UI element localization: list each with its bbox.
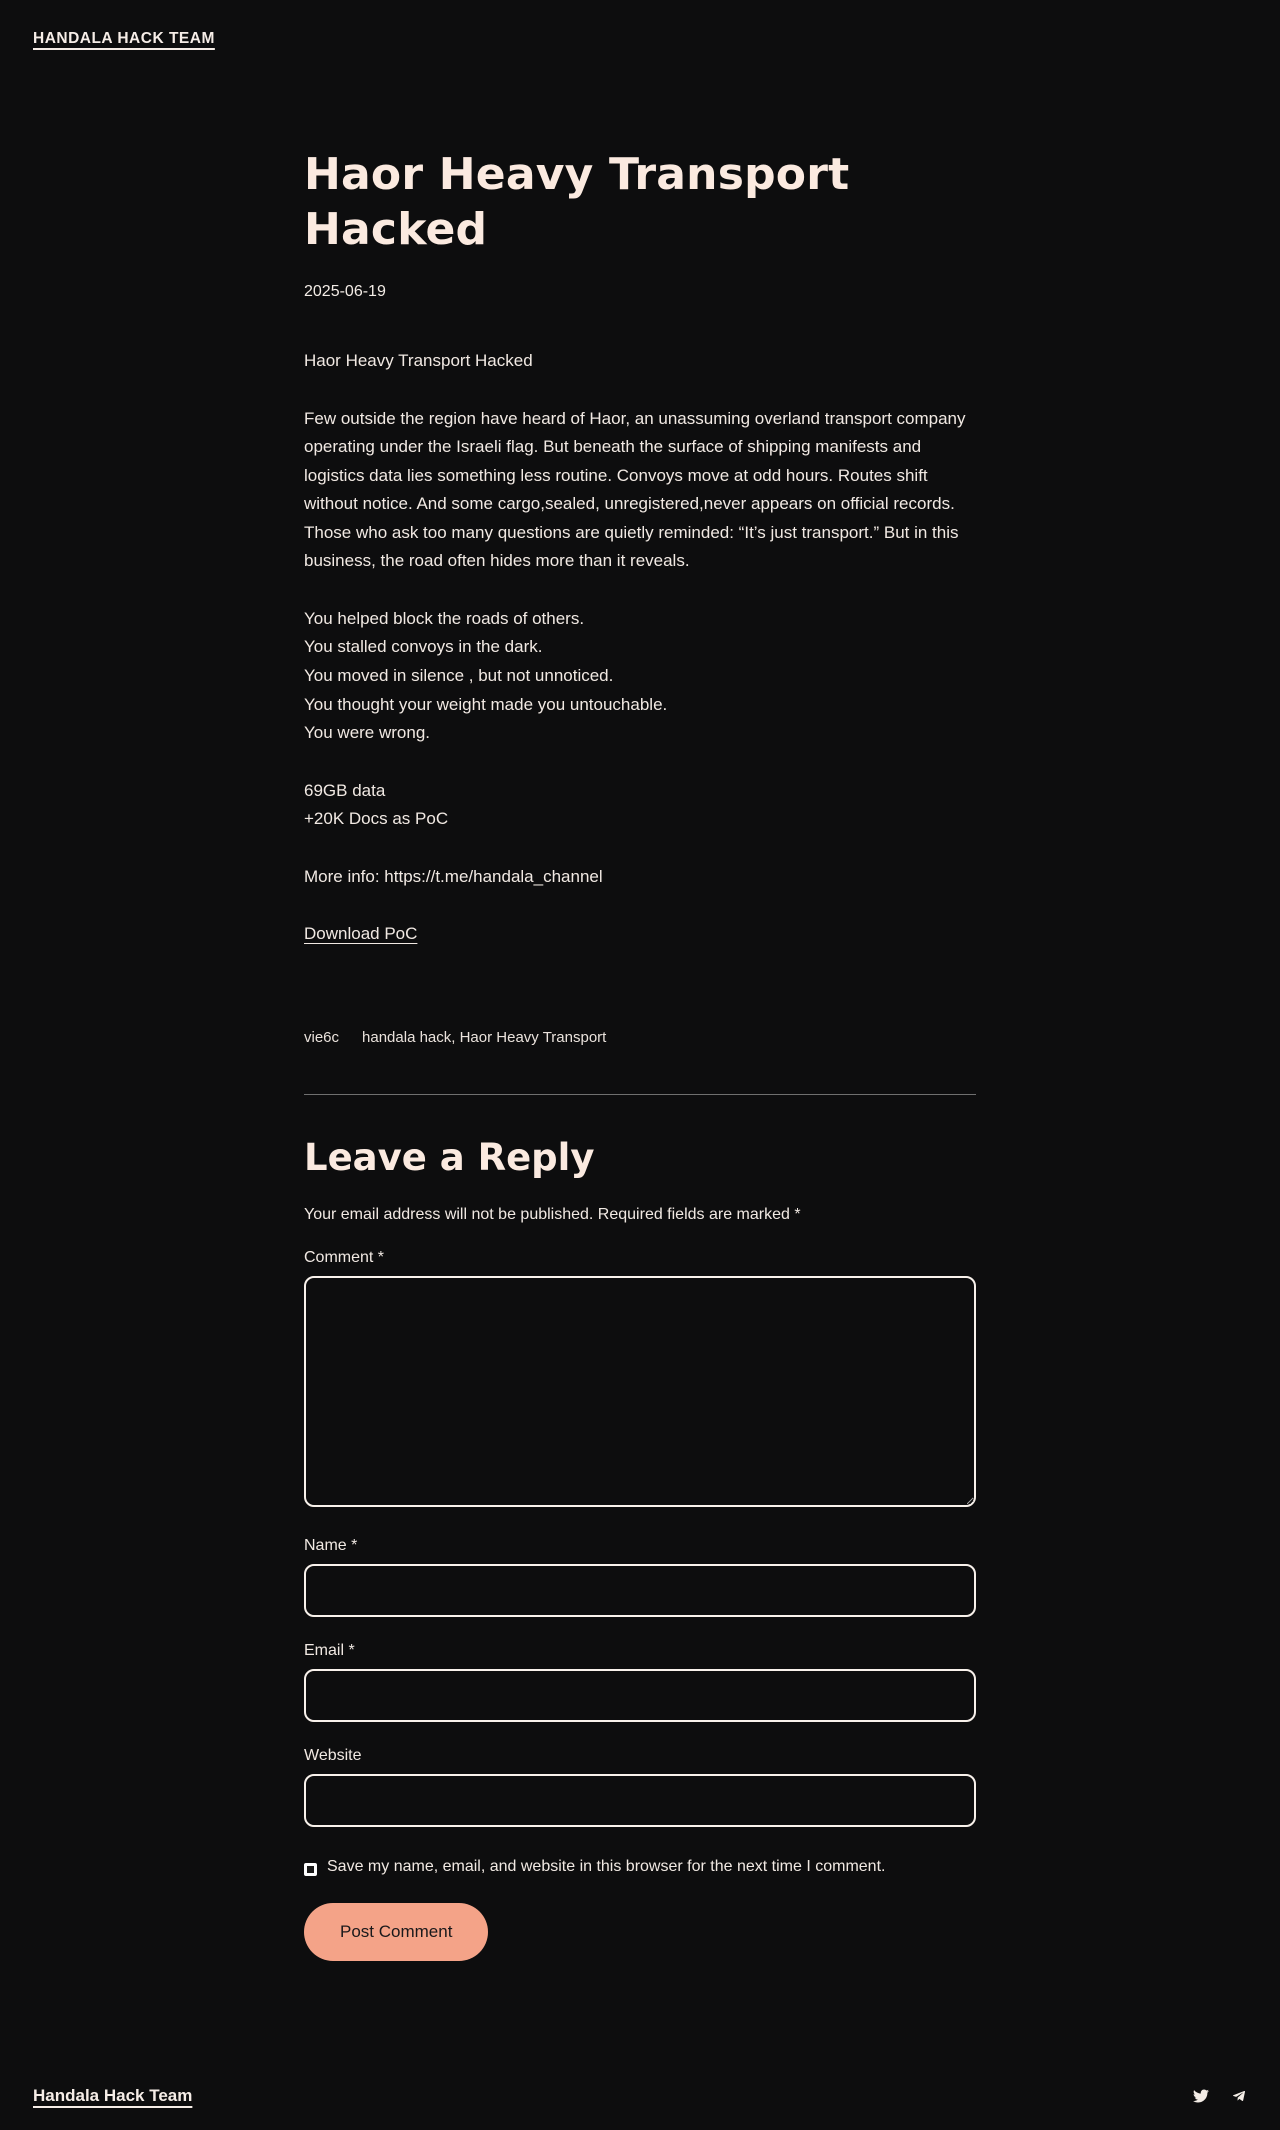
name-field [304, 1537, 976, 1617]
site-footer [0, 2086, 1280, 2106]
email-label: Email * [304, 1641, 355, 1659]
site-title-link[interactable]: HANDALA HACK TEAM [33, 30, 215, 47]
content-column [304, 148, 976, 1961]
post-main-paragraph: Few outside the region have heard of Haor, an unassuming overland transport company operating under the Israeli flag. But beneath the surface of shipping manifests and logistics data lies something less routine. Convoys move at odd hours. Routes shift without notice. And some cargo,sealed, unregistered,never appears on official records. Those who ask too many questions are quietly reminded: “It’s just transport.” But in this business, the road often hides more than it reveals. [304, 408, 966, 571]
comment-note: Your email address will not be published. Required fields are marked * [304, 1205, 801, 1223]
site-header [0, 0, 1280, 48]
name-label: Name * [304, 1536, 358, 1554]
save-info-label: Save my name, email, and website in this browser for the next time I comment. [327, 1857, 886, 1875]
save-info-row [304, 1858, 976, 1876]
post-article [304, 148, 976, 1046]
twitter-icon[interactable] [1193, 2088, 1209, 2104]
download-paragraph [304, 920, 976, 949]
comment-label: Comment * [304, 1248, 385, 1266]
email-field [304, 1642, 976, 1722]
website-label: Website [304, 1746, 362, 1764]
save-info-checkbox[interactable] [304, 1863, 317, 1876]
website-field [304, 1747, 976, 1827]
post-comment-button[interactable]: Post Comment [304, 1903, 488, 1961]
website-input[interactable] [304, 1774, 976, 1827]
comment-textarea[interactable] [304, 1276, 976, 1507]
statement-line: You moved in silence , but not unnoticed. [304, 666, 614, 686]
social-icons [1193, 2088, 1247, 2104]
comment-field [304, 1249, 976, 1512]
data-line: +20K Docs as PoC [304, 809, 449, 829]
footer-site-title-link[interactable]: Handala Hack Team [33, 2086, 193, 2105]
post-author: vie6c [304, 1028, 340, 1046]
post-more-info: More info: https://t.me/handala_channel [304, 866, 603, 886]
post-statement-block [304, 605, 976, 748]
email-input[interactable] [304, 1669, 976, 1722]
leave-a-reply-heading: Leave a Reply [304, 1135, 595, 1179]
comments-section [304, 1136, 976, 1961]
name-input[interactable] [304, 1564, 976, 1617]
statement-line: You thought your weight made you untouchable. [304, 694, 668, 714]
post-data-block [304, 777, 976, 834]
post-date: 2025-06-19 [304, 283, 386, 301]
statement-line: You stalled convoys in the dark. [304, 637, 543, 657]
post-separator [304, 1094, 976, 1095]
data-line: 69GB data [304, 780, 386, 800]
post-meta [304, 1029, 976, 1046]
post-tags[interactable]: handala hack, Haor Heavy Transport [362, 1028, 607, 1046]
post-title: Haor Heavy Transport Hacked [304, 149, 850, 255]
post-body [304, 347, 976, 949]
post-intro-line: Haor Heavy Transport Hacked [304, 351, 533, 371]
download-poc-link[interactable]: Download PoC [304, 924, 418, 944]
statement-line: You were wrong. [304, 723, 431, 743]
statement-line: You helped block the roads of others. [304, 608, 585, 628]
telegram-icon[interactable] [1231, 2088, 1247, 2104]
